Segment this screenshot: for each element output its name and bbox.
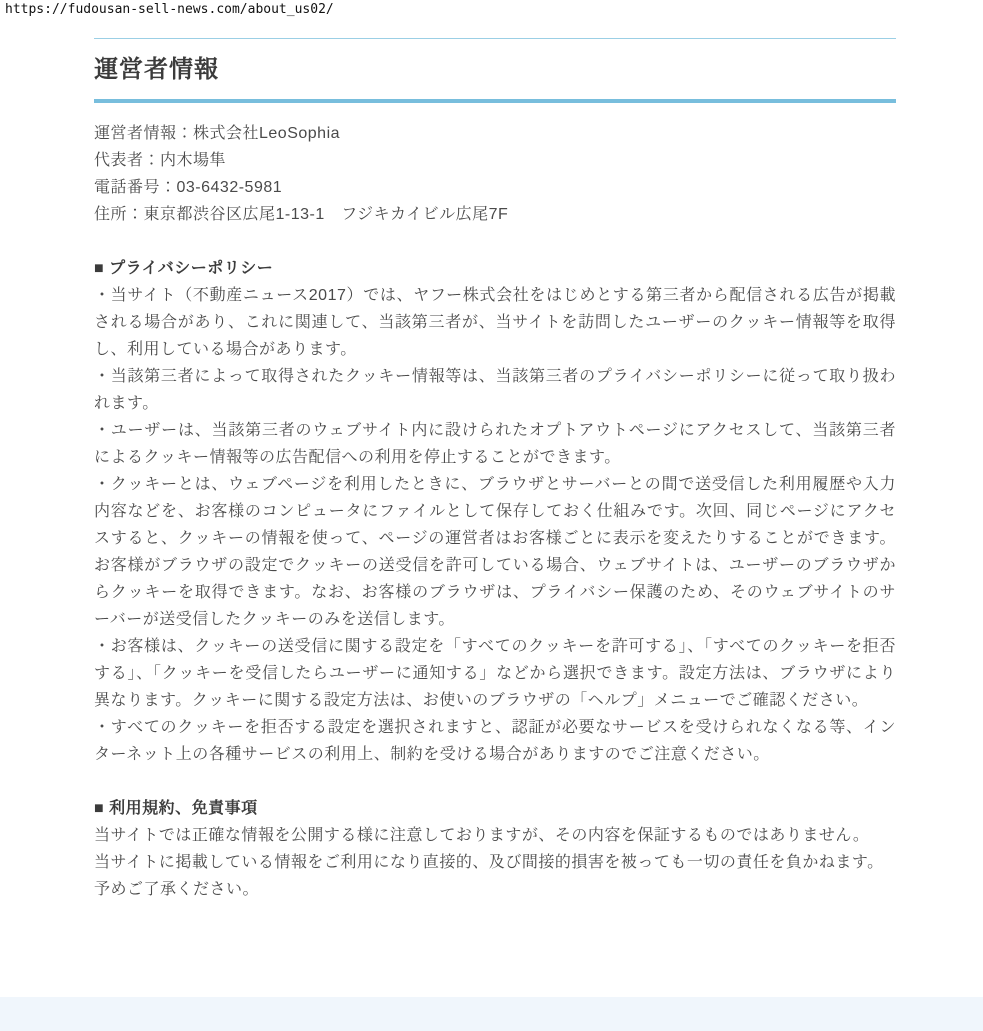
terms-disclaimer-line: 予めご了承ください。 (94, 881, 260, 898)
terms-disclaimer-heading: ■ 利用規約、免責事項 (94, 800, 258, 817)
privacy-policy-item: ・クッキーとは、ウェブページを利用したときに、ブラウザとサーバーとの間で送受信した利用履歴や入力内容などを、お客様のコンピュータにファイルとして保存しておく仕組みです。次回、同じページにアクセスすると、クッキーの情報を使って、ページの運営者はお客様ごとに表示を変えたりすることができます。お客様がブラウザの設定でクッキーの送受信を許可している場合、ウェブサイトは、ユーザーのブラウザからクッキーを取得できます。なお、お客様のブラウザは、プライバシー保護のため、そのウェブサイトのサーバーが送受信したクッキーのみを送信します。 (94, 476, 896, 628)
footer-band (0, 997, 983, 1031)
privacy-policy-item: ・すべてのクッキーを拒否する設定を選択されますと、認証が必要なサービスを受けられなくなる等、インターネット上の各種サービスの利用上、制約を受ける場合がありますのでご注意ください。 (94, 719, 896, 763)
company-info-section (94, 120, 896, 228)
company-phone-line: 電話番号：03-6432-5981 (94, 179, 283, 196)
company-address-line: 住所：東京都渋谷区広尾1-13-1 フジキカイビル広尾7F (94, 206, 509, 223)
page-title: 運営者情報 (94, 56, 219, 83)
terms-disclaimer-section (94, 795, 896, 903)
company-representative-line: 代表者：内木場隼 (94, 152, 227, 169)
privacy-policy-item: ・お客様は、クッキーの送受信に関する設定を「すべてのクッキーを許可する」、「すべてのクッキーを拒否する」、「クッキーを受信したらユーザーに通知する」などから選択できます。設定方法は、ブラウザにより異なります。クッキーに関する設定方法は、お使いのブラウザの「ヘルプ」メニューでご確認ください。 (94, 638, 896, 709)
page-url: https://fudousan-sell-news.com/about_us02/ (5, 2, 334, 17)
privacy-policy-item: ・当該第三者によって取得されたクッキー情報等は、当該第三者のプライバシーポリシーに従って取り扱われます。 (94, 368, 896, 412)
privacy-policy-section (94, 255, 896, 768)
privacy-policy-item: ・当サイト（不動産ニュース2017）では、ヤフー株式会社をはじめとする第三者から配信される広告が掲載される場合があり、これに関連して、当該第三者が、当サイトを訪問したユーザーのクッキー情報等を取得し、利用している場合があります。 (94, 287, 896, 358)
main-content (94, 38, 896, 903)
company-operator-line: 運営者情報：株式会社LeoSophia (94, 125, 341, 142)
section-spacer (94, 228, 896, 255)
privacy-policy-heading: ■ プライバシーポリシー (94, 260, 274, 277)
page-body (94, 120, 896, 903)
privacy-policy-item: ・ユーザーは、当該第三者のウェブサイト内に設けられたオプトアウトページにアクセスして、当該第三者によるクッキー情報等の広告配信への利用を停止することができます。 (94, 422, 896, 466)
page-title-block (94, 38, 896, 103)
terms-disclaimer-line: 当サイトでは正確な情報を公開する様に注意しておりますが、その内容を保証するものではありません。 (94, 827, 870, 844)
section-spacer (94, 768, 896, 795)
terms-disclaimer-line: 当サイトに掲載している情報をご利用になり直接的、及び間接的損害を被っても一切の責任を負かねます。 (94, 854, 884, 871)
